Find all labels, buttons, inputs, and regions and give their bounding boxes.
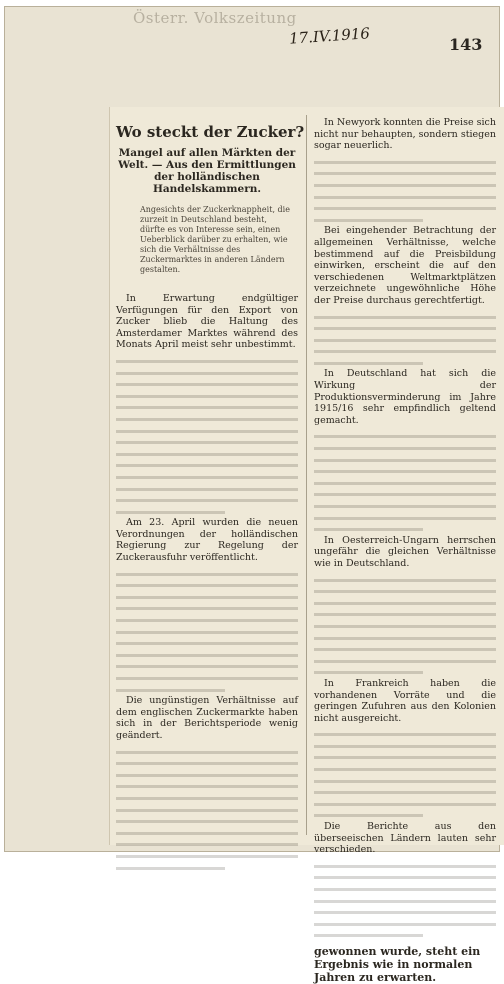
- illegible-text-block: [314, 156, 496, 226]
- article-paragraph: In Deutschland hat sich die Wirkung der Produktionsverminderung im Jahre 1915/16 sehr empfindlich geltend gemacht.: [314, 368, 496, 426]
- illegible-text-block: [314, 430, 496, 534]
- article-clipping: [109, 107, 504, 984]
- masthead: Österr. Volkszeitung: [133, 9, 297, 27]
- article-lede: Angesichts der Zuckerknappheit, die zurzeit in Deutschland besteht, dürfte es von Interesse sein, einen Ueberblick darüber zu erhalten, wie sich die Verhältnisse des Zuckermarktes in anderen Ländern gestalten.: [140, 205, 290, 274]
- article-paragraph: Am 23. April wurden die neuen Verordnungen der holländischen Regierung zur Regelung der Zuckerausfuhr veröffentlicht.: [116, 517, 298, 564]
- article-paragraph: In Newyork konnten die Preise sich nicht nur behaupten, sondern stiegen sogar neuerlich.: [314, 117, 496, 152]
- article-headline: Wo steckt der Zucker?: [116, 123, 305, 141]
- illegible-text-block: [116, 568, 298, 696]
- handwritten-date: 17.IV.1916: [288, 24, 371, 48]
- illegible-text-block: [116, 746, 298, 874]
- article-subheadline: Mangel auf allen Märkten der Welt. — Aus den Ermittlungen der holländischen Handelskammern.: [118, 147, 296, 195]
- illegible-text-block: [314, 728, 496, 821]
- illegible-text-block: [314, 574, 496, 678]
- article-closing-line: gewonnen wurde, steht ein Ergebnis wie in normalen Jahren zu erwarten.: [314, 944, 481, 984]
- article-paragraph: Die Berichte aus den überseeischen Ländern lauten sehr verschieden.: [314, 821, 496, 856]
- column-divider: [306, 115, 307, 835]
- illegible-text-block: [314, 311, 496, 369]
- page-number: 143: [449, 35, 483, 54]
- illegible-text-block: [314, 860, 496, 941]
- article-paragraph: Bei eingehender Betrachtung der allgemeinen Verhältnisse, welche bestimmend auf die Preisbildung einwirken, erscheint die auf den verschiedenen Weltmarktplätzen verzeichnete ungewöhnliche Höhe der Preise durchaus gerechtfertigt.: [314, 225, 496, 306]
- article-column-left: [116, 117, 305, 873]
- article-paragraph: Die ungünstigen Verhältnisse auf dem englischen Zuckermarkte haben sich in der Berichtsperiode wenig geändert.: [116, 695, 298, 741]
- article-paragraph: In Erwartung endgültiger Verfügungen für den Export von Zucker blieb die Haltung des Amsterdamer Marktes während des Monats April meist sehr unbestimmt.: [116, 293, 298, 351]
- newspaper-page: [4, 6, 500, 984]
- article-paragraph: In Frankreich haben die vorhandenen Vorräte und die geringen Zufuhren aus den Kolonien nicht ausgereicht.: [314, 677, 496, 724]
- article-column-right: [314, 117, 496, 984]
- article-paragraph: In Oesterreich-Ungarn herrschen ungefähr die gleichen Verhältnisse wie in Deutschland.: [314, 534, 496, 569]
- illegible-text-block: [116, 355, 298, 517]
